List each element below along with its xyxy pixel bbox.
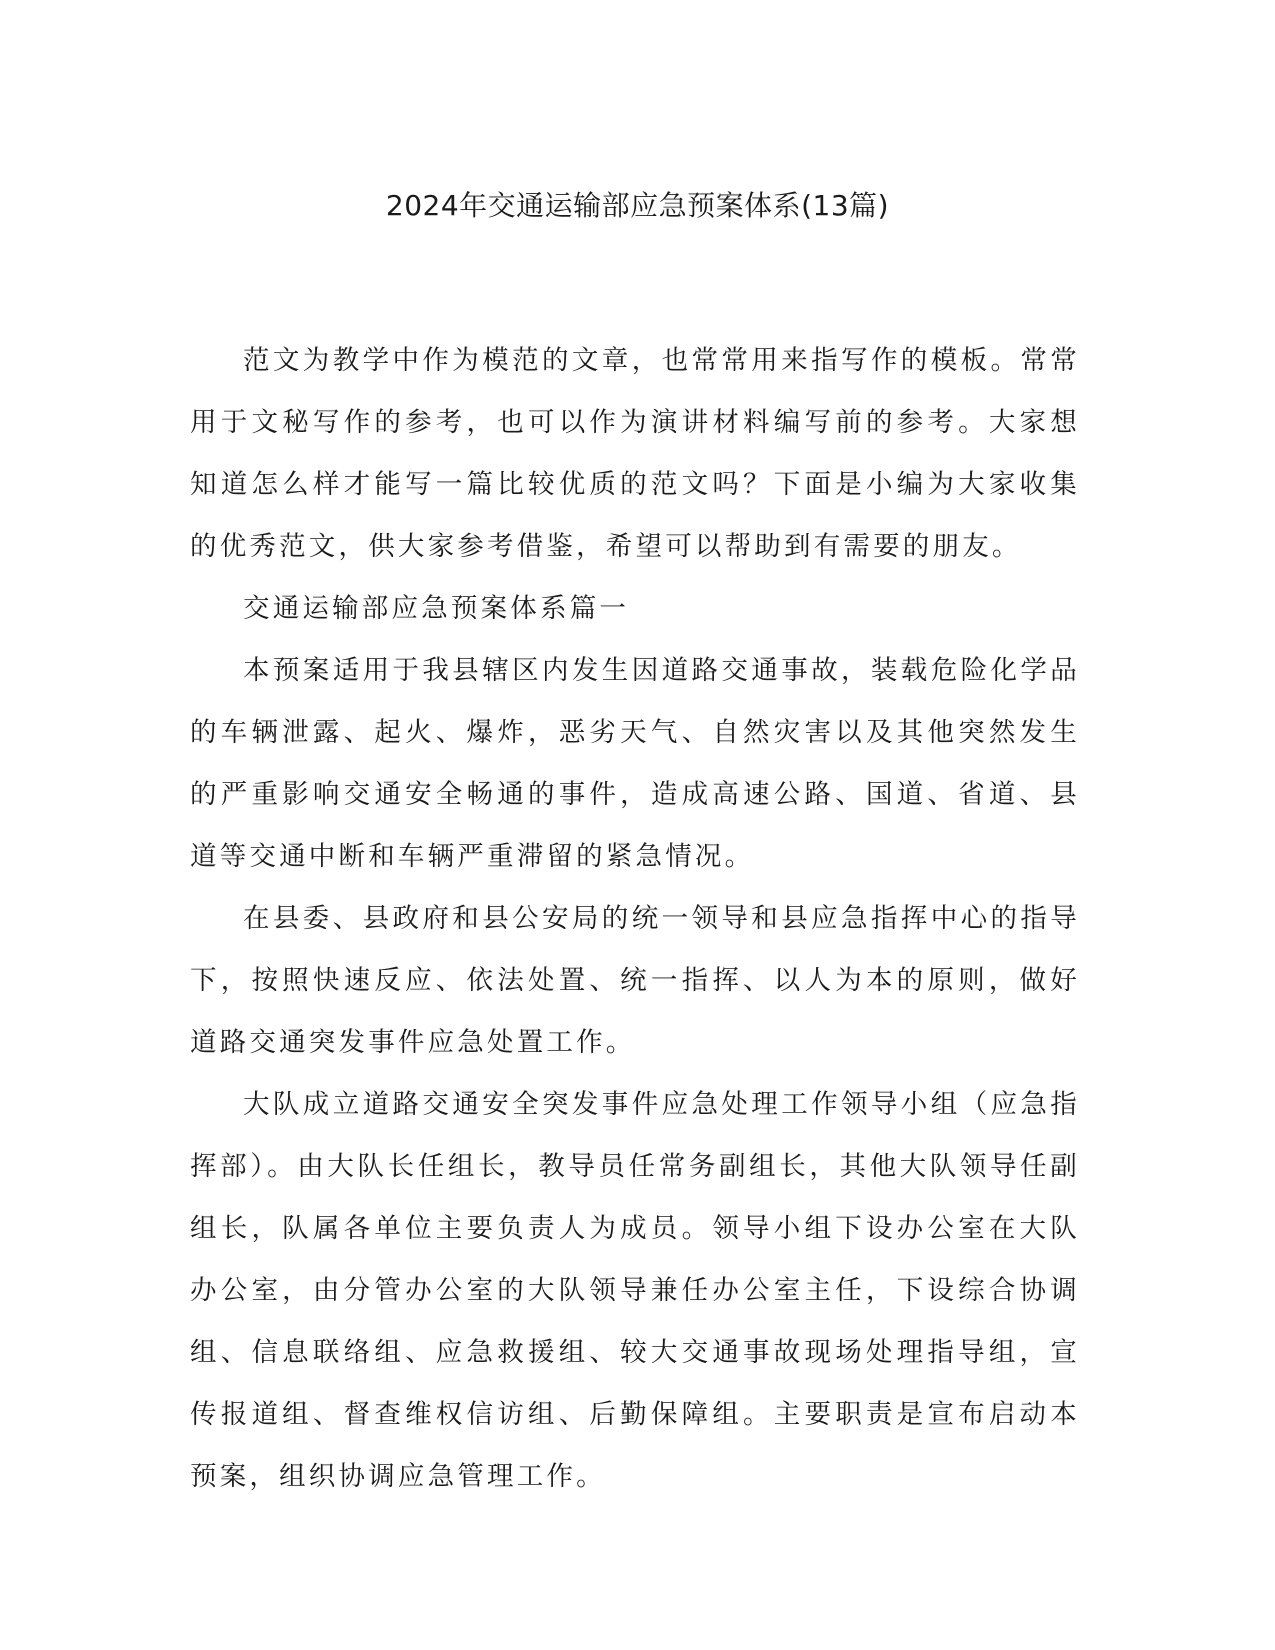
document-title: 2024年交通运输部应急预案体系(13篇)	[385, 189, 890, 222]
principle-paragraph: 在县委、县政府和县公安局的统一领导和县应急指挥中心的指导下，按照快速反应、依法处置、统一指挥、以人为本的原则，做好道路交通突发事件应急处置工作。	[190, 903, 1080, 1058]
document-body	[190, 330, 1080, 1508]
section-heading: 交通运输部应急预案体系篇一	[243, 593, 630, 624]
scope-paragraph: 本预案适用于我县辖区内发生因道路交通事故，装载危险化学品的车辆泄露、起火、爆炸，恶劣天气、自然灾害以及其他突然发生的严重影响交通安全畅通的事件，造成高速公路、国道、省道、县道等交通中断和车辆严重滞留的紧急情况。	[190, 655, 1080, 872]
intro-paragraph: 范文为教学中作为模范的文章，也常常用来指写作的模板。常常用于文秘写作的参考，也可以作为演讲材料编写前的参考。大家想知道怎么样才能写一篇比较优质的范文吗？下面是小编为大家收集的优秀范文，供大家参考借鉴，希望可以帮助到有需要的朋友。	[190, 345, 1080, 562]
organization-paragraph: 大队成立道路交通安全突发事件应急处理工作领导小组（应急指挥部）。由大队长任组长，教导员任常务副组长，其他大队领导任副组长，队属各单位主要负责人为成员。领导小组下设办公室在大队办公室，由分管办公室的大队领导兼任办公室主任，下设综合协调组、信息联络组、应急救援组、较大交通事故现场处理指导组，宣传报道组、督查维权信访组、后勤保障组。主要职责是宣布启动本预案，组织协调应急管理工作。	[190, 1089, 1080, 1492]
